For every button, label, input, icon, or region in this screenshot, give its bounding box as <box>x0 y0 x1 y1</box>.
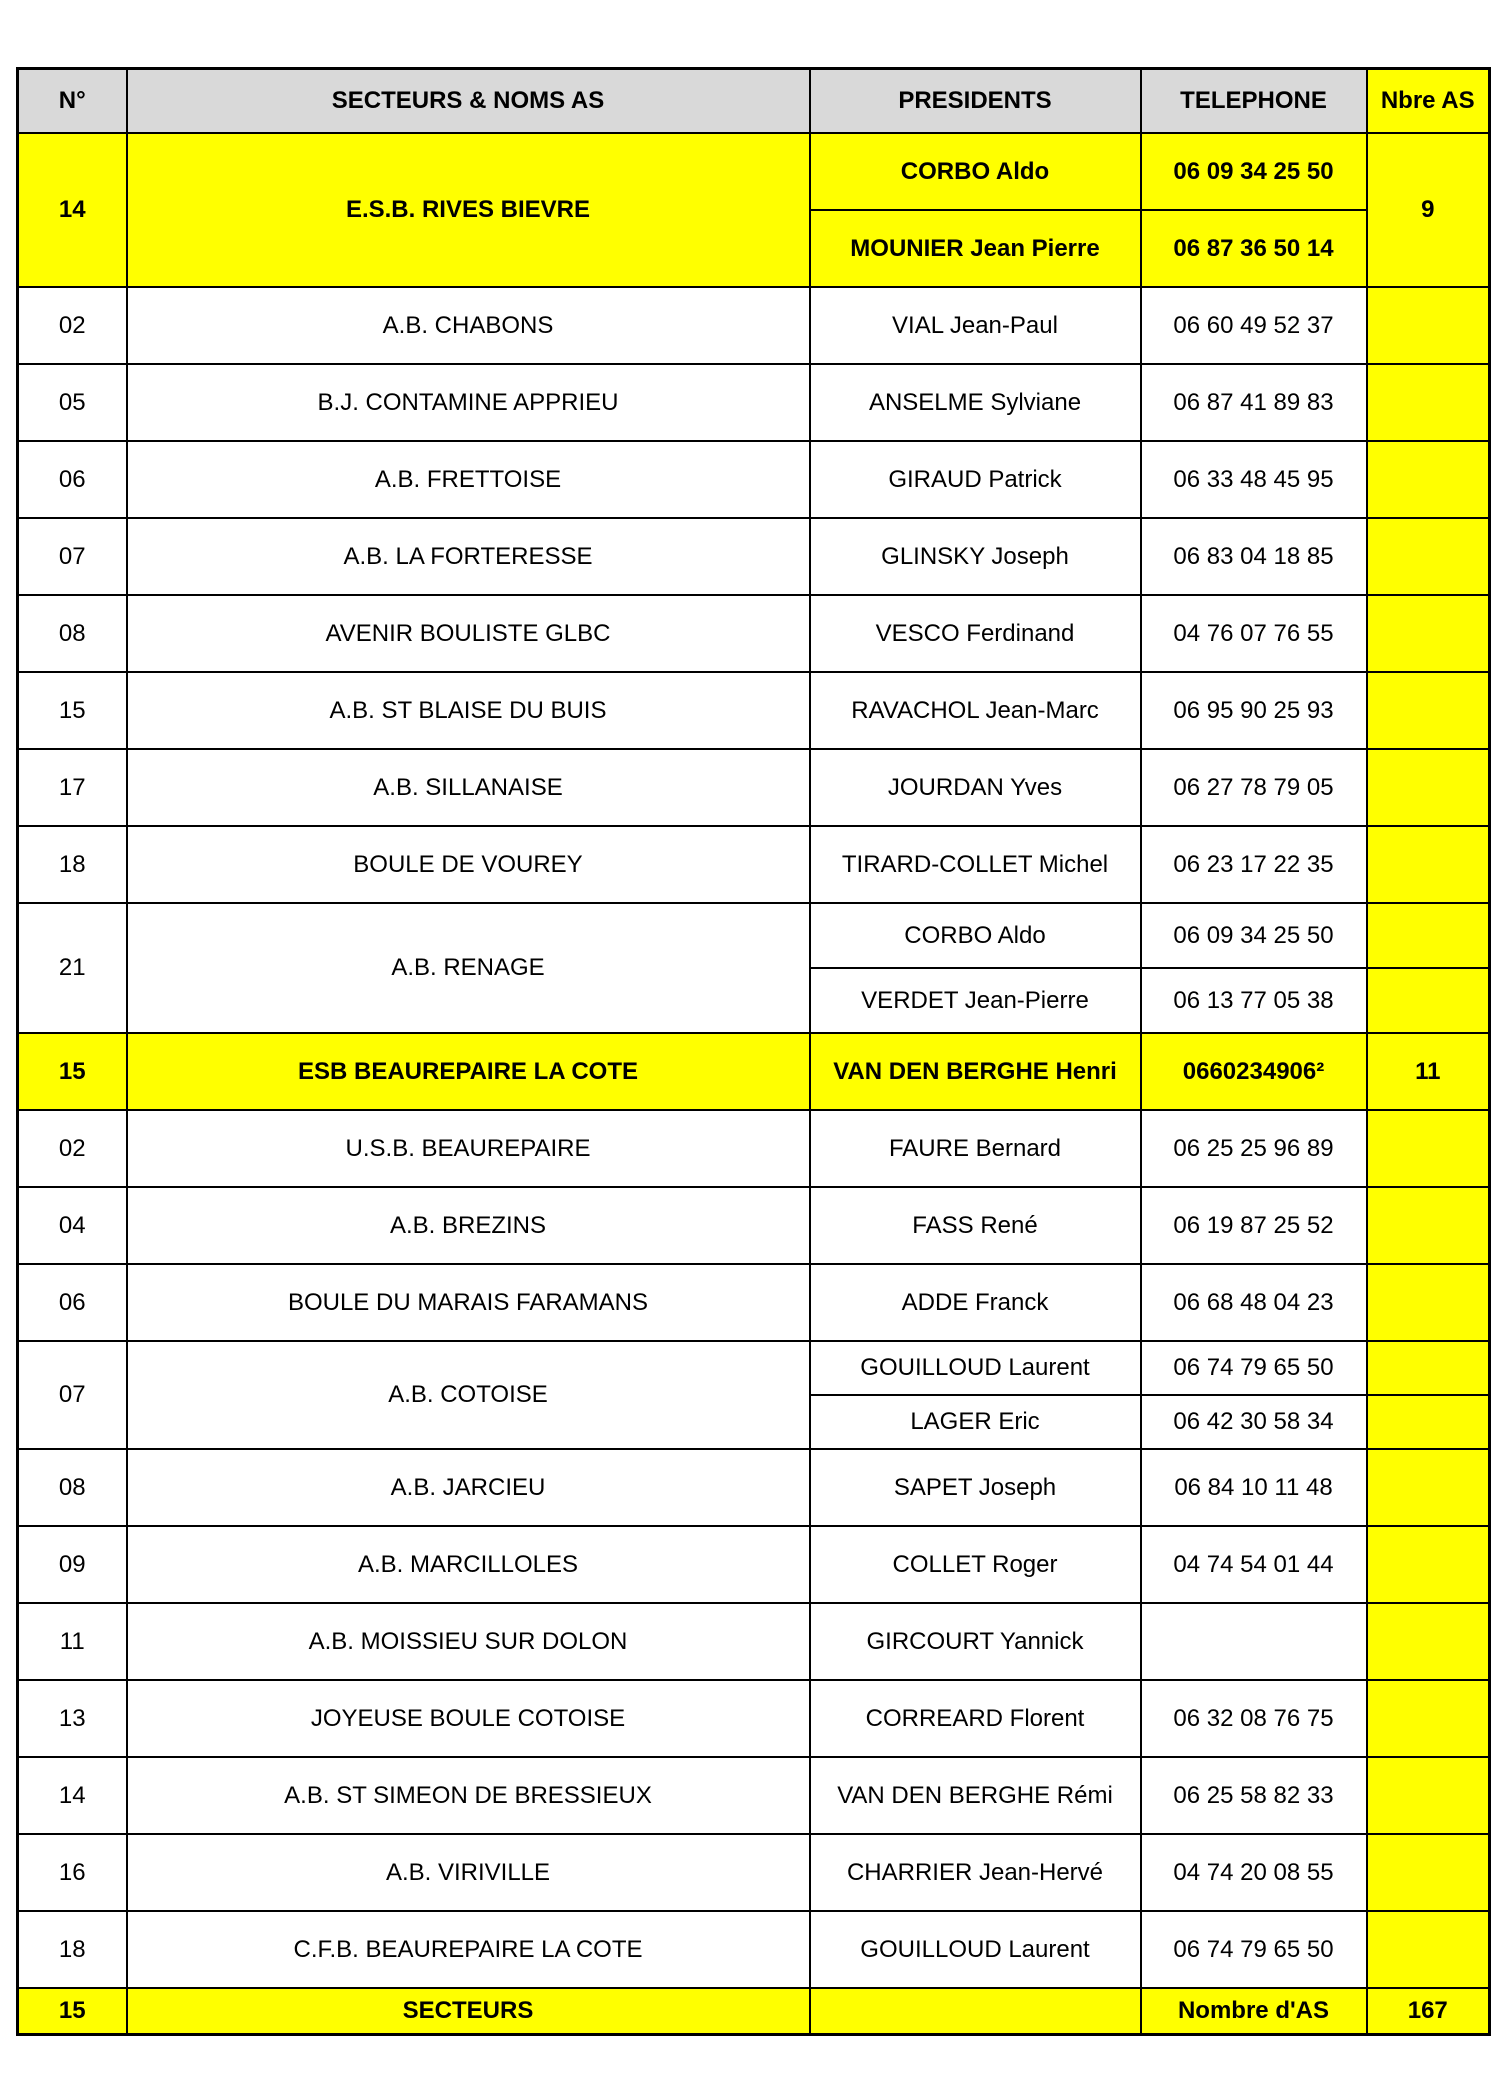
club-count <box>1367 364 1490 441</box>
club-phone <box>1141 1603 1367 1680</box>
header-president: PRESIDENTS <box>810 69 1141 134</box>
sector-name: E.S.B. RIVES BIEVRE <box>127 133 810 287</box>
sector-num: 14 <box>18 133 127 287</box>
club-president: VERDET Jean-Pierre <box>810 968 1141 1033</box>
footer-as-label: Nombre d'AS <box>1141 1988 1367 2035</box>
club-num: 13 <box>18 1680 127 1757</box>
club-count <box>1367 595 1490 672</box>
footer-empty <box>810 1988 1141 2035</box>
club-president: FASS René <box>810 1187 1141 1264</box>
club-count <box>1367 1395 1490 1449</box>
sector-name: ESB BEAUREPAIRE LA COTE <box>127 1033 810 1110</box>
footer-row <box>18 1988 1490 2035</box>
club-num: 02 <box>18 1110 127 1187</box>
club-phone: 06 87 41 89 83 <box>1141 364 1367 441</box>
club-count <box>1367 287 1490 364</box>
club-name: A.B. LA FORTERESSE <box>127 518 810 595</box>
club-phone: 06 83 04 18 85 <box>1141 518 1367 595</box>
sector-row <box>18 1033 1490 1110</box>
sector-num: 15 <box>18 1033 127 1110</box>
club-name: A.B. ST BLAISE DU BUIS <box>127 672 810 749</box>
club-phone: 06 23 17 22 35 <box>1141 826 1367 903</box>
table-row <box>18 672 1490 749</box>
club-num: 21 <box>18 903 127 1033</box>
table-row <box>18 1526 1490 1603</box>
club-count <box>1367 826 1490 903</box>
associations-table <box>16 67 1491 2036</box>
club-phone: 06 74 79 65 50 <box>1141 1911 1367 1988</box>
footer-as-total: 167 <box>1367 1988 1490 2035</box>
table-row <box>18 1187 1490 1264</box>
club-count <box>1367 1603 1490 1680</box>
sector-row <box>18 133 1490 210</box>
club-president: GLINSKY Joseph <box>810 518 1141 595</box>
sector-phone: 0660234906² <box>1141 1033 1367 1110</box>
club-phone: 06 25 25 96 89 <box>1141 1110 1367 1187</box>
club-count <box>1367 903 1490 968</box>
club-phone: 06 09 34 25 50 <box>1141 903 1367 968</box>
sector-count: 11 <box>1367 1033 1490 1110</box>
club-count <box>1367 518 1490 595</box>
club-count <box>1367 672 1490 749</box>
club-name: AVENIR BOULISTE GLBC <box>127 595 810 672</box>
club-name: A.B. VIRIVILLE <box>127 1834 810 1911</box>
club-president: GIRCOURT Yannick <box>810 1603 1141 1680</box>
table-row <box>18 749 1490 826</box>
club-name: A.B. RENAGE <box>127 903 810 1033</box>
club-phone: 04 74 20 08 55 <box>1141 1834 1367 1911</box>
sector-president: VAN DEN BERGHE Henri <box>810 1033 1141 1110</box>
club-name: C.F.B. BEAUREPAIRE LA COTE <box>127 1911 810 1988</box>
club-name: A.B. MARCILLOLES <box>127 1526 810 1603</box>
club-num: 08 <box>18 1449 127 1526</box>
club-president: VAN DEN BERGHE Rémi <box>810 1757 1141 1834</box>
header-count: Nbre AS <box>1367 69 1490 134</box>
footer-sector-label: SECTEURS <box>127 1988 810 2035</box>
club-num: 09 <box>18 1526 127 1603</box>
club-president: VIAL Jean-Paul <box>810 287 1141 364</box>
club-phone: 06 84 10 11 48 <box>1141 1449 1367 1526</box>
club-count <box>1367 1110 1490 1187</box>
club-num: 17 <box>18 749 127 826</box>
club-count <box>1367 1757 1490 1834</box>
header-row <box>18 69 1490 134</box>
sector-president: MOUNIER Jean Pierre <box>810 210 1141 287</box>
club-president: CORBO Aldo <box>810 903 1141 968</box>
table-row <box>18 1110 1490 1187</box>
club-num: 05 <box>18 364 127 441</box>
club-president: JOURDAN Yves <box>810 749 1141 826</box>
club-num: 08 <box>18 595 127 672</box>
club-president: FAURE Bernard <box>810 1110 1141 1187</box>
table-row <box>18 1264 1490 1341</box>
club-president: CORREARD Florent <box>810 1680 1141 1757</box>
club-phone: 06 42 30 58 34 <box>1141 1395 1367 1449</box>
table-row <box>18 826 1490 903</box>
club-phone: 06 60 49 52 37 <box>1141 287 1367 364</box>
club-president: GOUILLOUD Laurent <box>810 1341 1141 1395</box>
club-count <box>1367 1680 1490 1757</box>
table-row <box>18 1834 1490 1911</box>
sector-phone: 06 09 34 25 50 <box>1141 133 1367 210</box>
club-name: BOULE DE VOUREY <box>127 826 810 903</box>
club-phone: 06 95 90 25 93 <box>1141 672 1367 749</box>
club-phone: 06 74 79 65 50 <box>1141 1341 1367 1395</box>
club-president: GOUILLOUD Laurent <box>810 1911 1141 1988</box>
club-count <box>1367 1449 1490 1526</box>
club-phone: 06 13 77 05 38 <box>1141 968 1367 1033</box>
club-count <box>1367 968 1490 1033</box>
club-count <box>1367 441 1490 518</box>
club-num: 06 <box>18 441 127 518</box>
club-president: ADDE Franck <box>810 1264 1141 1341</box>
table-row <box>18 595 1490 672</box>
club-phone: 06 32 08 76 75 <box>1141 1680 1367 1757</box>
club-president: VESCO Ferdinand <box>810 595 1141 672</box>
club-phone: 04 74 54 01 44 <box>1141 1526 1367 1603</box>
club-name: A.B. BREZINS <box>127 1187 810 1264</box>
club-count <box>1367 1264 1490 1341</box>
club-phone: 04 76 07 76 55 <box>1141 595 1367 672</box>
club-phone: 06 33 48 45 95 <box>1141 441 1367 518</box>
club-num: 07 <box>18 518 127 595</box>
club-name: B.J. CONTAMINE APPRIEU <box>127 364 810 441</box>
club-num: 18 <box>18 826 127 903</box>
club-president: COLLET Roger <box>810 1526 1141 1603</box>
club-president: RAVACHOL Jean-Marc <box>810 672 1141 749</box>
club-president: GIRAUD Patrick <box>810 441 1141 518</box>
club-count <box>1367 1341 1490 1395</box>
club-count <box>1367 1526 1490 1603</box>
club-name: A.B. CHABONS <box>127 287 810 364</box>
club-num: 18 <box>18 1911 127 1988</box>
club-president: ANSELME Sylviane <box>810 364 1141 441</box>
club-president: SAPET Joseph <box>810 1449 1141 1526</box>
club-phone: 06 25 58 82 33 <box>1141 1757 1367 1834</box>
table-row <box>18 364 1490 441</box>
club-num: 14 <box>18 1757 127 1834</box>
club-president: CHARRIER Jean-Hervé <box>810 1834 1141 1911</box>
club-num: 15 <box>18 672 127 749</box>
club-count <box>1367 749 1490 826</box>
club-president: LAGER Eric <box>810 1395 1141 1449</box>
club-num: 04 <box>18 1187 127 1264</box>
club-name: A.B. COTOISE <box>127 1341 810 1449</box>
club-name: A.B. ST SIMEON DE BRESSIEUX <box>127 1757 810 1834</box>
club-count <box>1367 1834 1490 1911</box>
table-row <box>18 518 1490 595</box>
club-num: 06 <box>18 1264 127 1341</box>
table-row <box>18 903 1490 968</box>
club-phone: 06 68 48 04 23 <box>1141 1264 1367 1341</box>
club-president: TIRARD-COLLET Michel <box>810 826 1141 903</box>
club-name: U.S.B. BEAUREPAIRE <box>127 1110 810 1187</box>
club-name: A.B. JARCIEU <box>127 1449 810 1526</box>
club-num: 02 <box>18 287 127 364</box>
club-name: A.B. MOISSIEU SUR DOLON <box>127 1603 810 1680</box>
sector-president: CORBO Aldo <box>810 133 1141 210</box>
club-phone: 06 19 87 25 52 <box>1141 1187 1367 1264</box>
table-row <box>18 1680 1490 1757</box>
table-row <box>18 1603 1490 1680</box>
club-num: 11 <box>18 1603 127 1680</box>
table-row <box>18 1757 1490 1834</box>
club-name: A.B. SILLANAISE <box>127 749 810 826</box>
header-phone: TELEPHONE <box>1141 69 1367 134</box>
sector-phone: 06 87 36 50 14 <box>1141 210 1367 287</box>
table-row <box>18 1341 1490 1395</box>
club-name: BOULE DU MARAIS FARAMANS <box>127 1264 810 1341</box>
table-row <box>18 1911 1490 1988</box>
club-num: 16 <box>18 1834 127 1911</box>
table-row <box>18 1449 1490 1526</box>
club-phone: 06 27 78 79 05 <box>1141 749 1367 826</box>
club-name: JOYEUSE BOULE COTOISE <box>127 1680 810 1757</box>
club-count <box>1367 1187 1490 1264</box>
club-name: A.B. FRETTOISE <box>127 441 810 518</box>
club-count <box>1367 1911 1490 1988</box>
table-row <box>18 441 1490 518</box>
header-num: N° <box>18 69 127 134</box>
footer-sector-count: 15 <box>18 1988 127 2035</box>
header-name: SECTEURS & NOMS AS <box>127 69 810 134</box>
table-row <box>18 287 1490 364</box>
club-num: 07 <box>18 1341 127 1449</box>
sector-count: 9 <box>1367 133 1490 287</box>
